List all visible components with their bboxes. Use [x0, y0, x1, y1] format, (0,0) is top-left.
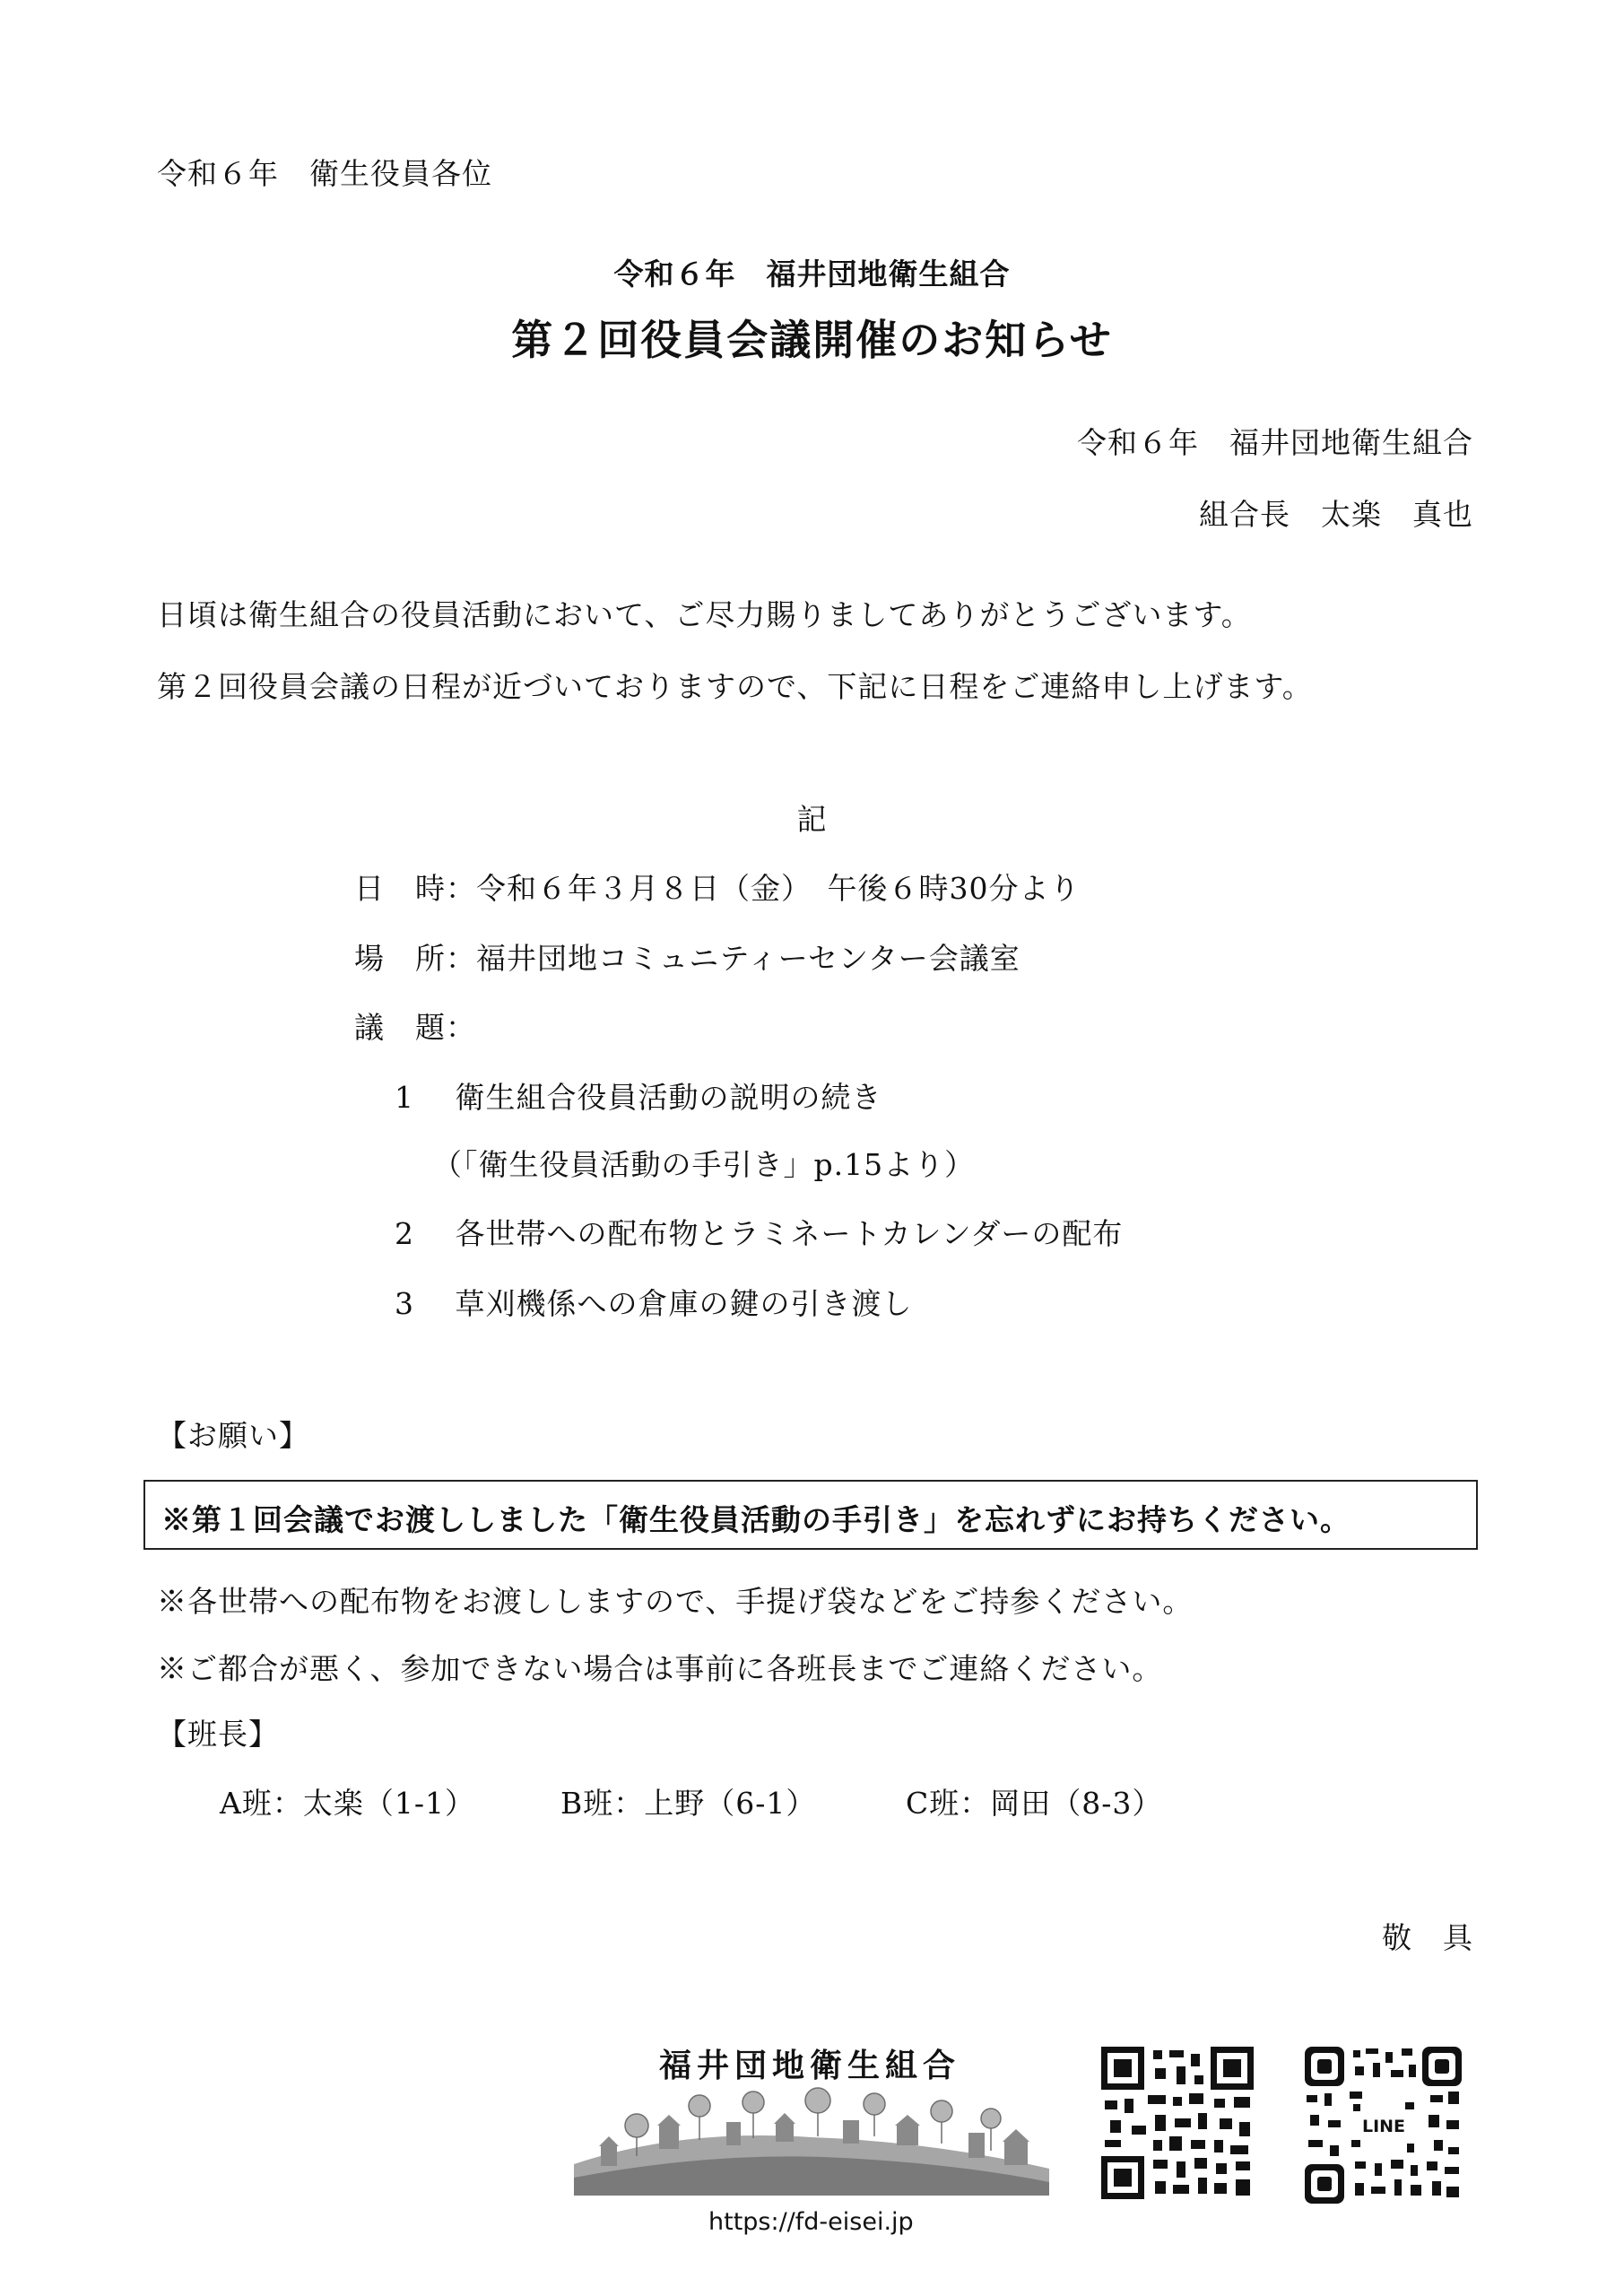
footer-org-name: 福井団地衛生組合	[659, 2048, 961, 2084]
addressee: 令和６年 衛生役員各位	[157, 156, 492, 191]
request-item-1: ※各世帯への配布物をお渡ししますので、手提げ袋などをご持参ください。	[157, 1584, 1194, 1619]
agenda-item-3: 3 草刈機係への倉庫の鍵の引き渡し	[395, 1286, 913, 1321]
detail-place: 場 所：福井団地コミュニティーセンター会議室	[354, 941, 1020, 976]
detail-agenda-label: 議 題：	[354, 1010, 476, 1045]
detail-datetime: 日 時：令和６年３月８日（金） 午後６時30分より	[354, 871, 1081, 906]
leaders-heading: 【班長】	[157, 1717, 279, 1752]
leader-a: A班：太楽（1-1）	[220, 1786, 475, 1821]
footer-url[interactable]: https://fd-eisei.jp	[708, 2208, 914, 2236]
closing: 敬 具	[1382, 1920, 1473, 1955]
line-label: LINE	[1361, 2117, 1406, 2136]
agenda-item-2: 2 各世帯への配布物とラミネートカレンダーの配布	[395, 1216, 1124, 1251]
website-qr-code-icon	[1101, 2047, 1254, 2199]
ki-heading: 記	[796, 802, 828, 837]
sender-org: 令和６年 福井団地衛生組合	[1077, 425, 1473, 460]
notice-boxed-text: ※第１回会議でお渡ししました「衛生役員活動の手引き」を忘れずにお持ちください。	[161, 1502, 1350, 1537]
agenda-item-1: 1 衛生組合役員活動の説明の続き	[395, 1080, 882, 1115]
sender-person: 組合長 太楽 真也	[1199, 497, 1473, 532]
requests-heading: 【お願い】	[157, 1418, 309, 1453]
agenda-item-1-note: （「衛生役員活動の手引き」p.15より）	[432, 1147, 976, 1182]
page-title: 第２回役員会議開催のお知らせ	[511, 316, 1113, 364]
townscape-illustration	[574, 2079, 1049, 2196]
line-qr-code-icon	[1305, 2047, 1462, 2204]
body-line-2: 第２回役員会議の日程が近づいておりますので、下記に日程をご連絡申し上げます。	[157, 669, 1313, 704]
body-line-1: 日頃は衛生組合の役員活動において、ご尽力賜りましてありがとうございます。	[157, 597, 1252, 632]
leader-c: C班：岡田（8-3）	[906, 1786, 1163, 1821]
notice-box	[143, 1480, 1478, 1550]
request-item-2: ※ご都合が悪く、参加できない場合は事前に各班長までご連絡ください。	[157, 1651, 1163, 1686]
leader-b: B班：上野（6-1）	[560, 1786, 817, 1821]
subtitle: 令和６年 福井団地衛生組合	[613, 257, 1011, 291]
